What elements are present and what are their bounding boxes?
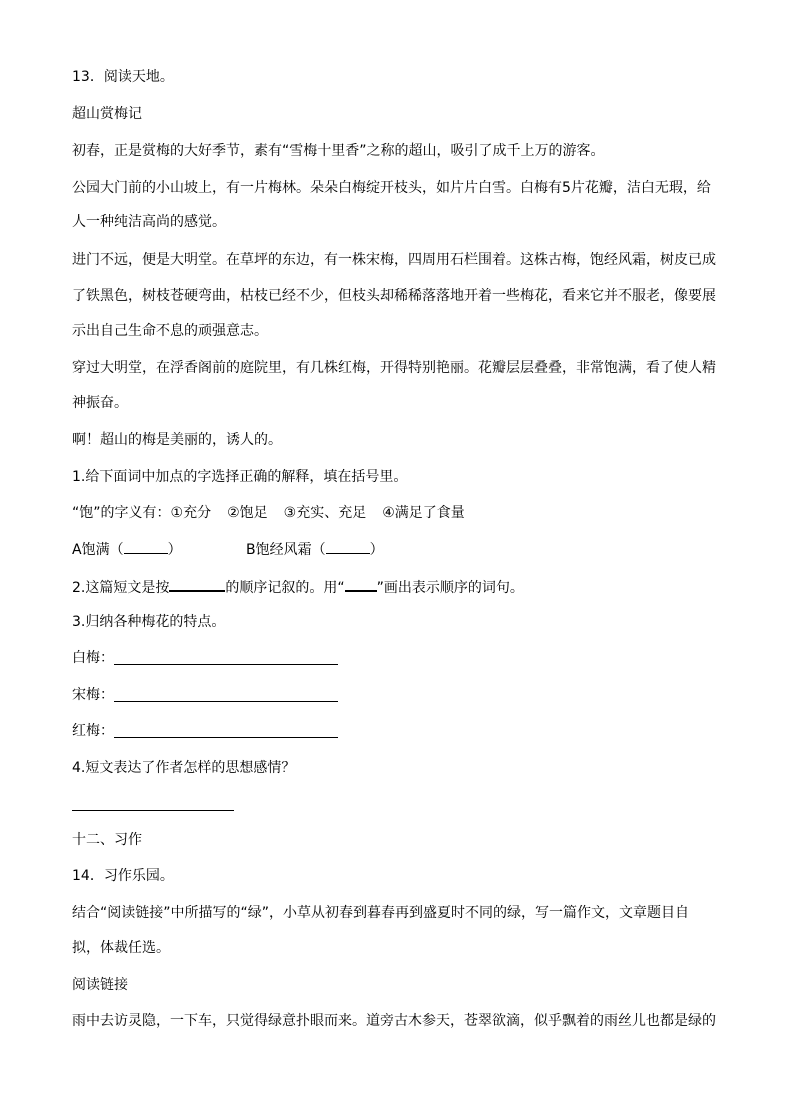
- answer-blank-a[interactable]: [124, 539, 168, 554]
- sub-question-2: [72, 576, 524, 598]
- definition-label: “饱”的字义有：: [72, 505, 171, 521]
- paragraph-5: 啊！超山的梅是美丽的，诱人的。: [72, 432, 282, 448]
- item-b-label: B饱经风霜（: [246, 542, 326, 558]
- definition-line: [72, 503, 465, 523]
- red-plum-label: 红梅：: [72, 723, 114, 739]
- sub2-end: ”画出表示顺序的词句。: [376, 580, 524, 596]
- sub-question-4: 4.短文表达了作者怎样的思想感情？: [72, 760, 296, 776]
- sub-question-1: 1.给下面词中加点的字选择正确的解释，填在括号里。: [72, 469, 408, 485]
- option-4: ④满足了食量: [382, 505, 465, 521]
- white-plum-answer-line[interactable]: [114, 664, 338, 665]
- song-plum-label: 宋梅：: [72, 687, 114, 703]
- paragraph-3-line-2: 了铁黑色，树枝苍硬弯曲，枯枝已经不少，但枝头却稀稀落落地开着一些梅花，看来它并不服老，像要展: [72, 288, 716, 304]
- paragraph-2-line-2: 人一种纯洁高尚的感觉。: [72, 214, 226, 230]
- question-14-prompt-line-2: 拟，体裁任选。: [72, 940, 170, 956]
- section-12-heading: 十二、习作: [72, 832, 142, 848]
- question-14-title: 14．习作乐园。: [72, 868, 174, 884]
- paragraph-4-line-2: 神振奋。: [72, 395, 128, 411]
- option-3: ③充实、充足: [283, 505, 367, 521]
- paragraph-1: 初春，正是赏梅的大好季节，素有“雪梅十里香”之称的超山，吸引了成千上万的游客。: [72, 143, 605, 159]
- paragraph-3-line-3: 示出自己生命不息的顽强意志。: [72, 323, 268, 339]
- sub-question-3: 3.归纳各种梅花的特点。: [72, 614, 226, 630]
- item-a-close: ）: [167, 542, 182, 558]
- answer-blank-b[interactable]: [326, 539, 370, 554]
- option-2: ②饱足: [227, 505, 268, 521]
- item-b-close: ）: [369, 542, 384, 558]
- paragraph-3-line-1: 进门不远，便是大明堂。在草坪的东边，有一株宋梅，四周用石栏围着。这株古梅，饱经风霜，树皮已成: [72, 252, 716, 268]
- reading-link-paragraph: 雨中去访灵隐，一下车，只觉得绿意扑眼而来。道旁古木参天，苍翠欲滴，似乎飘着的雨丝儿也都是绿的: [72, 1013, 716, 1029]
- paragraph-4-line-1: 穿过大明堂，在浮香阁前的庭院里，有几株红梅，开得特别艳丽。花瓣层层叠叠，非常饱满，看了使人精: [72, 360, 716, 376]
- sequence-blank[interactable]: [169, 576, 225, 592]
- fill-line-b: [246, 539, 384, 560]
- passage-title: 超山赏梅记: [72, 106, 142, 122]
- item-a-label: A饱满（: [72, 542, 124, 558]
- sub2-start: 2.这篇短文是按: [72, 580, 170, 596]
- song-plum-answer-line[interactable]: [114, 701, 338, 702]
- reading-link-title: 阅读链接: [72, 977, 128, 993]
- option-1: ①充分: [170, 505, 212, 521]
- underline-marker: [345, 576, 377, 592]
- question-13-title: 13．阅读天地。: [72, 69, 174, 85]
- paragraph-2-line-1: 公园大门前的小山坡上，有一片梅林。朵朵白梅绽开枝头，如片片白雪。白梅有5片花瓣，洁白无瑕，给: [72, 180, 711, 196]
- fill-line-a: [72, 539, 182, 560]
- sub2-mid: 的顺序记叙的。用“: [225, 580, 345, 596]
- question-14-prompt-line-1: 结合“阅读链接”中所描写的“绿”，小草从初春到暮春再到盛夏时不同的绿，写一篇作文，文章题目自: [72, 905, 690, 921]
- white-plum-label: 白梅：: [72, 650, 114, 666]
- feelings-answer-line[interactable]: [72, 810, 234, 811]
- red-plum-answer-line[interactable]: [114, 737, 338, 738]
